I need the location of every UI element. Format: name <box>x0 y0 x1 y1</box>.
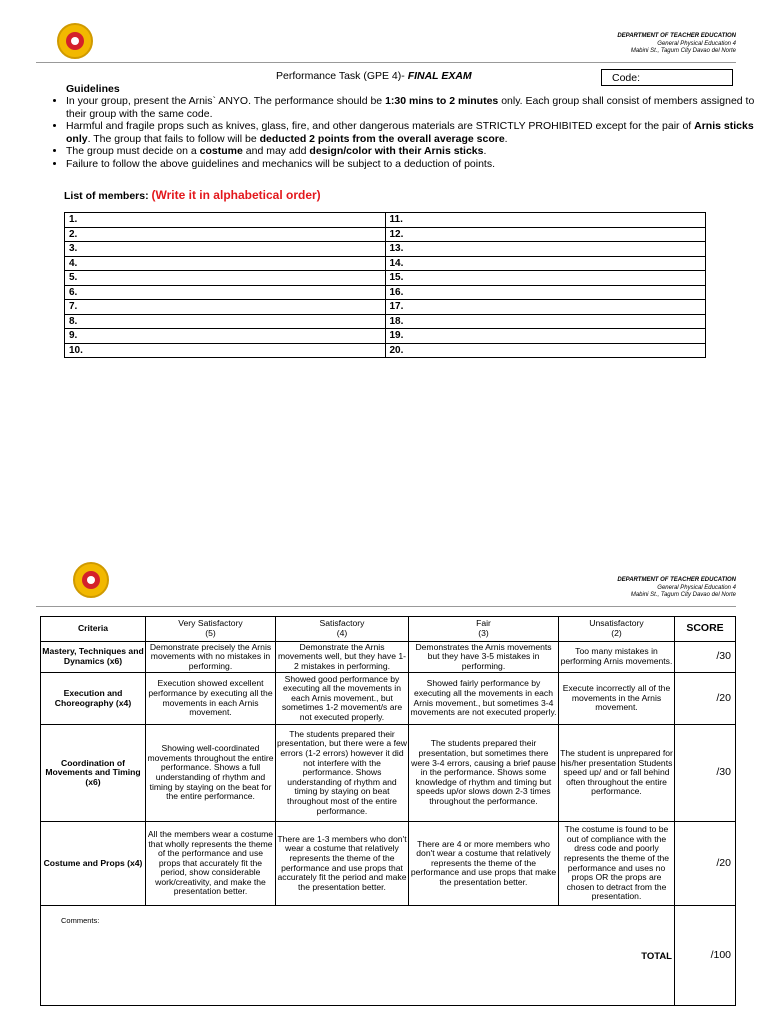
page-title: Performance Task (GPE 4)- FINAL EXAM <box>276 70 472 82</box>
member-cell[interactable]: 18. <box>385 314 706 329</box>
rubric-cell: Showed fairly performance by executing all the movements in each Arnis movement., but sometimes 3-4 movements are not executed properly. <box>409 673 559 725</box>
header-divider <box>36 62 736 63</box>
department-name: DEPARTMENT OF TEACHER EDUCATION <box>617 577 736 583</box>
department-header <box>617 577 736 600</box>
rubric-cell: The students prepared their presentation, but there were a few errors (1-2 errors) however it did not interfere with the performance. Shows understanding of rhythm and timing by staying on beat throughout most of the entire performance. <box>276 725 409 822</box>
level-header: Very Satisfactory (5) <box>146 617 276 642</box>
rubric-cell: The costume is found to be out of compliance with the dress code and poorly represents the theme of the performance and uses no props OR the props are chosen to detract from the presentation. <box>559 822 675 906</box>
member-row <box>65 227 706 242</box>
member-cell[interactable]: 11. <box>385 213 706 228</box>
member-cell[interactable]: 1. <box>65 213 386 228</box>
member-cell[interactable]: 7. <box>65 300 386 315</box>
exam-label: FINAL EXAM <box>407 70 472 82</box>
member-cell[interactable]: 8. <box>65 314 386 329</box>
members-table <box>64 212 706 358</box>
rubric-cell: The student is unprepared for his/her presentation Students speed up/ and or fall behind often throughout the entire performance. <box>559 725 675 822</box>
rubric-cell: Execute incorrectly all of the movements in the Arnis movement. <box>559 673 675 725</box>
rubric-cell: Demonstrate the Arnis movements well, but they have 1- 2 mistakes in performing. <box>276 642 409 673</box>
guidelines-list <box>48 95 756 170</box>
guidelines-heading: Guidelines <box>66 83 120 95</box>
rubric-table <box>40 616 736 1006</box>
member-cell[interactable]: 20. <box>385 343 706 358</box>
score-cell[interactable]: /20 <box>675 822 736 906</box>
member-row <box>65 300 706 315</box>
department-name: DEPARTMENT OF TEACHER EDUCATION <box>617 33 736 39</box>
rubric-cell: There are 1-3 members who don't wear a costume that relatively represents the theme of the performance and use props that accurately fit the period and make the presentation better. <box>276 822 409 906</box>
member-row <box>65 271 706 286</box>
member-cell[interactable]: 10. <box>65 343 386 358</box>
member-row <box>65 256 706 271</box>
score-cell[interactable]: /30 <box>675 725 736 822</box>
member-row <box>65 213 706 228</box>
rubric-row <box>41 642 736 673</box>
school-seal-logo <box>73 562 109 598</box>
rubric-cell: The students prepared their presentation, but sometimes there were 3-4 errors, causing a brief pause in the performance. Shows some knowledge of rhythm and timing but speeds up/or slows down 2-3 times throughout the performance. <box>409 725 559 822</box>
alphabetical-note: (Write it in alphabetical order) <box>151 188 321 202</box>
member-cell[interactable]: 17. <box>385 300 706 315</box>
department-header <box>617 33 736 56</box>
level-header: Satisfactory (4) <box>276 617 409 642</box>
comments-box[interactable] <box>41 906 675 1006</box>
member-cell[interactable]: 9. <box>65 329 386 344</box>
rubric-cell: All the members wear a costume that wholly represents the theme of the performance and use props that accurately fit the period, show considerable work/creativity, and make the presentation better. <box>146 822 276 906</box>
member-cell[interactable]: 15. <box>385 271 706 286</box>
guideline-item: • The group must decide on a costume and may add design/color with their Arnis sticks. <box>66 145 756 158</box>
total-score-cell[interactable]: /100 <box>675 906 736 1006</box>
level-header: Fair (3) <box>409 617 559 642</box>
member-cell[interactable]: 6. <box>65 285 386 300</box>
guideline-item: • In your group, present the Arnis` ANYO. The performance should be 1:30 mins to 2 minutes only. Each group shall consist of members assigned to their group with the same code. <box>66 95 756 120</box>
address: Mabini St., Tagum City Davao del Norte <box>630 48 736 54</box>
guideline-item: • Harmful and fragile props such as knives, glass, fire, and other dangerous materials are STRICTLY PROHIBITED except for the pair of Arnis sticks only. The group that fails to follow will be deducted 2 points from the overall average score. <box>66 120 756 145</box>
member-cell[interactable]: 3. <box>65 242 386 257</box>
school-seal-logo <box>57 23 93 59</box>
comments-label: Comments: <box>61 916 100 925</box>
total-label: TOTAL <box>641 950 672 962</box>
rubric-row <box>41 822 736 906</box>
member-row <box>65 329 706 344</box>
member-row <box>65 285 706 300</box>
rubric-header-row <box>41 617 736 642</box>
rubric-cell: Demonstrate precisely the Arnis movements with no mistakes in performing. <box>146 642 276 673</box>
guideline-item: • Failure to follow the above guidelines and mechanics will be subject to a deduction of points. <box>66 158 756 171</box>
rubric-cell: Showing well-coordinated movements throughout the entire performance. Shows a full understanding of rhythm and timing by staying on the beat for the entire performance. <box>146 725 276 822</box>
header-divider <box>36 606 736 607</box>
member-row <box>65 343 706 358</box>
member-cell[interactable]: 13. <box>385 242 706 257</box>
member-cell[interactable]: 12. <box>385 227 706 242</box>
members-label: List of members: (Write it in alphabetical order) <box>64 188 321 202</box>
level-header: Unsatisfactory (2) <box>559 617 675 642</box>
score-cell[interactable]: /20 <box>675 673 736 725</box>
rubric-cell: There are 4 or more members who don't wear a costume that relatively represents the theme of the performance and use props that make the presentation better. <box>409 822 559 906</box>
code-field[interactable]: Code: <box>601 69 733 86</box>
score-cell[interactable]: /30 <box>675 642 736 673</box>
rubric-row <box>41 725 736 822</box>
member-cell[interactable]: 19. <box>385 329 706 344</box>
member-cell[interactable]: 16. <box>385 285 706 300</box>
address: Mabini St., Tagum City Davao del Norte <box>630 592 736 598</box>
score-header: SCORE <box>675 617 736 642</box>
course-name: General Physical Education 4 <box>657 40 736 47</box>
member-row <box>65 242 706 257</box>
criteria-header: Criteria <box>41 617 146 642</box>
course-name: General Physical Education 4 <box>657 584 736 591</box>
member-cell[interactable]: 4. <box>65 256 386 271</box>
criteria-cell: Coordination of Movements and Timing (x6) <box>41 725 146 822</box>
rubric-cell: Showed good performance by executing all the movements in each Arnis movement., but sometimes 1-2 movement/s are not executed properly. <box>276 673 409 725</box>
member-cell[interactable]: 2. <box>65 227 386 242</box>
member-row <box>65 314 706 329</box>
member-cell[interactable]: 5. <box>65 271 386 286</box>
rubric-cell: Too many mistakes in performing Arnis movements. <box>559 642 675 673</box>
member-cell[interactable]: 14. <box>385 256 706 271</box>
criteria-cell: Execution and Choreography (x4) <box>41 673 146 725</box>
comments-row <box>41 906 736 1006</box>
rubric-row <box>41 673 736 725</box>
rubric-cell: Execution showed excellent performance by executing all the movements in each Arnis movement. <box>146 673 276 725</box>
criteria-cell: Mastery, Techniques and Dynamics (x6) <box>41 642 146 673</box>
criteria-cell: Costume and Props (x4) <box>41 822 146 906</box>
rubric-cell: Demonstrates the Arnis movements but they have 3-5 mistakes in performing. <box>409 642 559 673</box>
